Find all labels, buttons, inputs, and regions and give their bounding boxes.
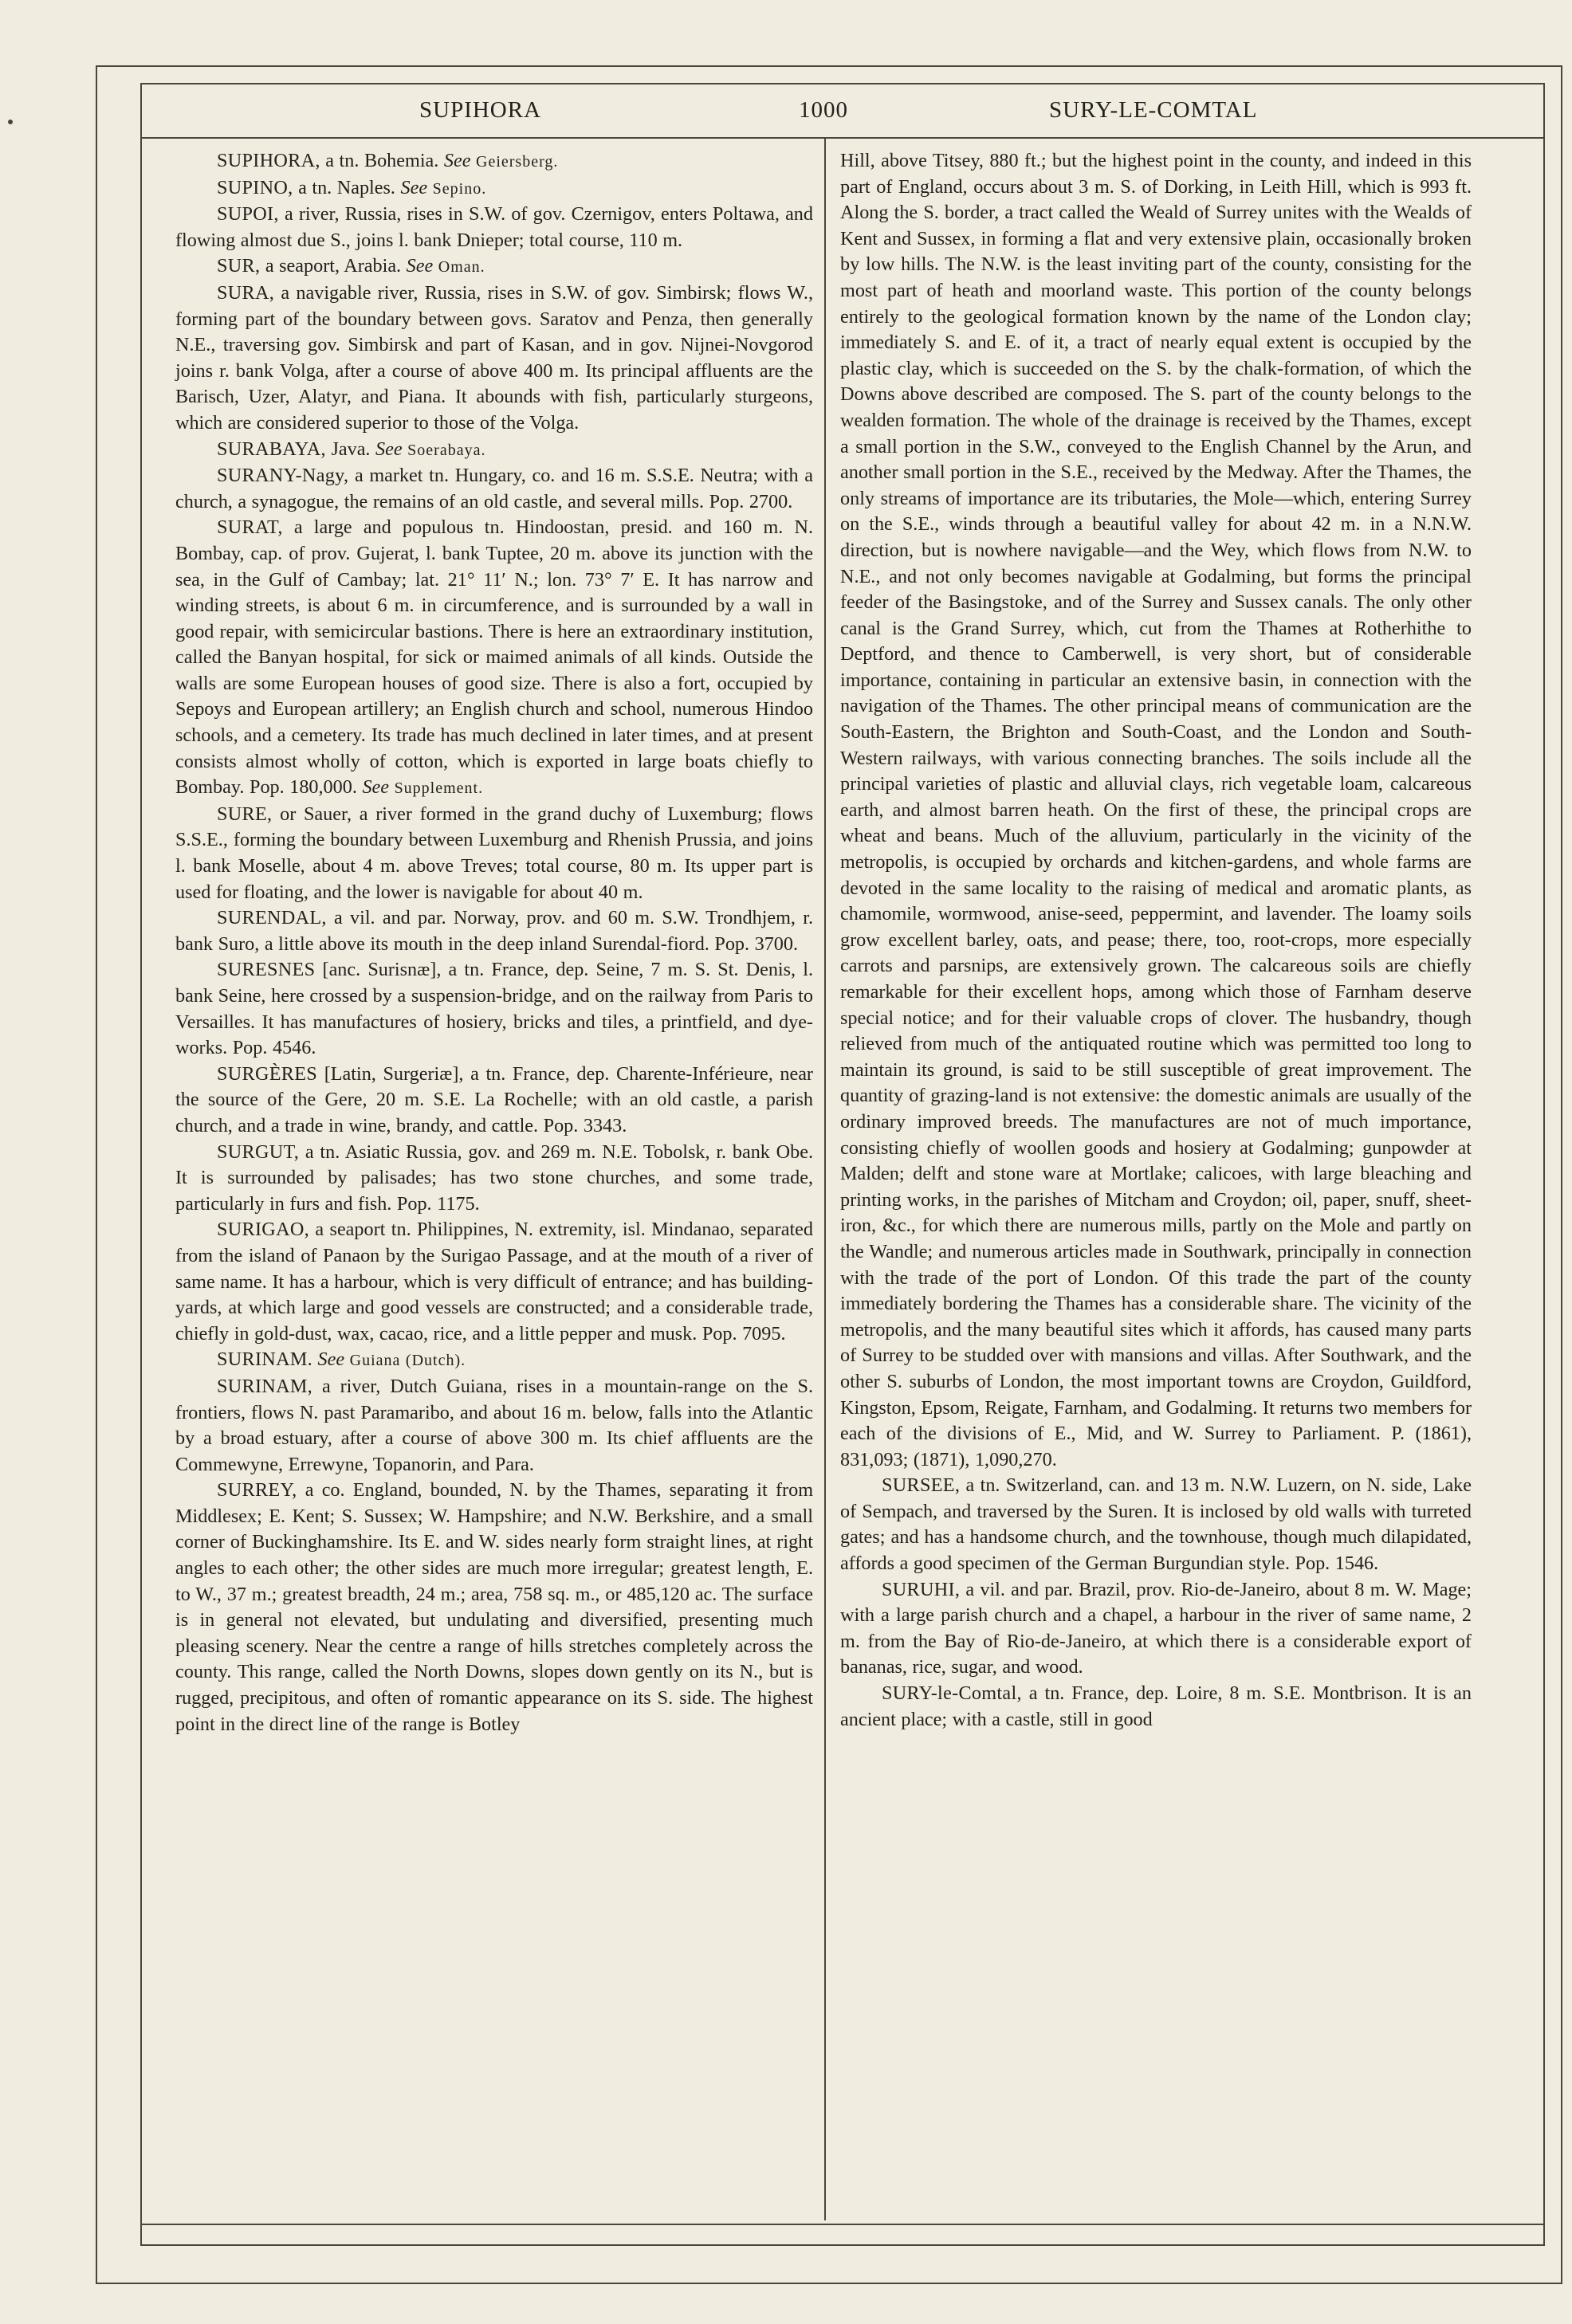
entry-text: a tn. Bohemia.	[325, 150, 439, 171]
entry-text: [Latin, Surgeriæ], a tn. France, dep. Charente-Inférieure, near the source of the Gere, 20 m. S.E. La Rochelle; with an old castle, a parish church, and a trade in wine, brandy, and cattle. Pop. 3343.	[175, 1062, 813, 1136]
entry-text: a vil. and par. Norway, prov. and 60 m. S.W. Trondhjem, r. bank Suro, a little above its mouth in the deep inland Surendal-fiord. Pop. 3700.	[175, 907, 813, 955]
left-column	[175, 148, 813, 1737]
gazetteer-entry	[175, 253, 813, 281]
entry-headword: SURUHI,	[882, 1578, 961, 1600]
entry-text: a tn. France, dep. Loire, 8 m. S.E. Montbrison. It is an ancient place; with a castle, still in good	[840, 1682, 1472, 1730]
gazetteer-entry	[175, 281, 813, 437]
gazetteer-entry	[840, 1681, 1472, 1733]
entry-headword: SURENDAL,	[217, 907, 327, 929]
entry-text: a river, Dutch Guiana, rises in a mountain-range on the S. frontiers, flows N. past Paramaribo, and about 16 m. below, falls into the Atlantic by a broad estuary, after a course of above 300 m. Its chief affluents are the Commewyne, Errewyne, Topanorin, and Para.	[175, 1375, 813, 1475]
entry-headword: SURA,	[217, 281, 275, 304]
entry-headword: SURY-le-Comtal,	[882, 1682, 1022, 1705]
header-first-headword: SUPIHORA	[419, 97, 542, 123]
entry-text: or Sauer, a river formed in the grand duchy of Luxemburg; flows S.S.E., forming the boundary between Luxemburg and Rhenish Prussia, and joins l. bank Moselle, about 4 m. above Treves; total course, 80 m. Its upper part is used for floating, and the lower is navigable for about 40 m.	[175, 803, 813, 903]
right-column	[840, 148, 1472, 1733]
gazetteer-entry	[175, 1062, 813, 1140]
entry-headword: SURGÈRES	[217, 1062, 318, 1085]
entry-headword: SURSEE,	[882, 1474, 961, 1497]
entry-headword: SUR,	[217, 255, 261, 277]
see-also-label: See	[443, 150, 471, 171]
entry-text: a seaport tn. Philippines, N. extremity, isl. Mindanao, separated from the island of Panaon by the Surigao Passage, and at the mouth of a river of same name. It has a harbour, which is very difficult of entrance; and has building-yards, at which large and good vessels are constructed; and a considerable trade, chiefly in gold-dust, wax, cacao, rice, and a little pepper and musk. Pop. 7095.	[175, 1219, 814, 1345]
see-also-label: See	[406, 255, 434, 277]
entry-text: a co. England, bounded, N. by the Thames, separating it from Middlesex; E. Kent; S. Sussex; W. Hampshire; and N.W. Berkshire, and a small corner of Buckinghamshire. Its E. and W. sides nearly form straight lines, at right angles to each other; the other sides are much more irregular; greatest length, E. to W., 37 m.; greatest breadth, 24 m.; area, 758 sq. m., or 485,120 ac. The surface is in general not elevated, but undulating and diversified, presenting much pleasing scenery. Near the centre a range of hills stretches completely across the county. This range, called the North Downs, slopes down gently on its N., but is rugged, precipitous, and often of romantic appearance on its S. side. The highest point in the direct line of the range is Botley	[175, 1479, 814, 1735]
entry-text: a tn. Naples.	[298, 176, 395, 198]
page-speck	[8, 120, 13, 124]
see-also-reference: Supplement.	[394, 779, 484, 798]
entry-headword: SURABAYA,	[217, 438, 326, 460]
gazetteer-entry	[175, 1374, 813, 1478]
gazetteer-entry	[175, 1347, 813, 1374]
entry-headword: SURESNES	[217, 959, 316, 981]
header-last-headword: SURY-LE-COMTAL	[1049, 97, 1258, 123]
entry-text: a market tn. Hungary, co. and 16 m. S.S.E. Neutra; with a church, a synagogue, the remains of an old castle, and several mills. Pop. 2700.	[175, 465, 814, 512]
see-also-reference: Sepino.	[432, 179, 487, 198]
page-number: 1000	[799, 97, 848, 123]
entry-headword: SURGUT,	[217, 1140, 300, 1163]
gazetteer-entry	[175, 802, 813, 905]
entry-headword: SURIGAO,	[217, 1219, 309, 1241]
entry-headword: SURANY-Nagy,	[217, 465, 349, 487]
entry-text: a river, Russia, rises in S.W. of gov. Czernigov, enters Poltawa, and flowing almost due S., joins l. bank Dnieper; total course, 110 m.	[175, 203, 813, 251]
entry-text: a tn. Asiatic Russia, gov. and 269 m. N.E. Tobolsk, r. bank Obe. It is surrounded by palisades; has two stone churches, and some trade, particularly in furs and fish. Pop. 1175.	[175, 1140, 813, 1215]
gazetteer-entry	[175, 148, 813, 175]
see-also-reference: Oman.	[438, 258, 485, 277]
entry-text: Java.	[331, 438, 371, 460]
gazetteer-entry	[175, 515, 813, 802]
running-header	[156, 97, 1529, 124]
right-column-entries	[840, 1473, 1472, 1733]
entry-headword: SURREY,	[217, 1479, 297, 1502]
entry-text: a tn. Switzerland, can. and 13 m. N.W. Luzern, on N. side, Lake of Sempach, and traversed by the Suren. It is inclosed by old walls with turreted gates; and has a handsome church, and the townhouse, though much dilapidated, affords a good specimen of the German Burgundian style. Pop. 1546.	[840, 1474, 1472, 1575]
gazetteer-entry	[175, 175, 813, 202]
surrey-continuation: Hill, above Titsey, 880 ft.; but the highest point in the county, and indeed in this part of England, occurs about 3 m. S. of Dorking, in Leith Hill, which is 993 ft. Along the S. border, a tract called the Weald of Surrey unites with the Wealds of Kent and Sussex, in forming a flat and very extensive plain, occasionally broken by low hills. The N.W. is the least inviting part of the county, consisting for the most part of heath and moorland waste. This portion of the county belongs entirely to the geological formation known by the name of the London clay; immediately S. and E. of it, a tract of nearly equal extent is occupied by the plastic clay, which is succeeded on the S. by the chalk-formation, of which the Downs above described are composed. The S. part of the county belongs to the wealden formation. The whole of the drainage is received by the Thames, except a small portion in the S.W., conveyed to the English Channel by the Arun, and another small portion in the S.E., received by the Medway. After the Thames, the only streams of importance are its tributaries, the Mole—which, entering Surrey on the S.E., winds through a beautiful valley for about 42 m. in a N.N.W. direction, but is nowhere navigable—and the Wey, which flows from N.W. to N.E., and not only becomes navigable at Godalming, but forms the principal feeder of the Basingstoke, and of the Surrey and Sussex canals. The only other canal is the Grand Surrey, which, cut from the Thames at Rotherhithe to Deptford, and thence to Camberwell, is very short, but of considerable importance, containing in particular an extensive basin, in connection with the navigation of the Thames. The other principal means of communication are the South-Eastern, the Brighton and South-Coast, and the London and South-Western railways, with various connecting branches. The soils include all the principal varieties of plastic and alluvial clays, rich vegetable loam, calcareous earth, and almost barren heath. On the first of these, the principal crops are wheat and beans. Much of the alluvium, particularly in the vicinity of the metropolis, is occupied by orchards and kitchen-gardens, and whole farms are devoted in the same locality to the raising of medical and aromatic plants, as chamomile, wormwood, anise-seed, peppermint, and lavender. The loamy soils grow excellent barley, oats, and pease; there, too, root-crops, more especially carrots and parsnips, are extensively grown. The calcareous soils are chiefly remarkable for their excellent hops, among which those of Farnham deserve special notice; and for their valuable crops of clover. The husbandry, though relieved from much of the antiquated routine which was permitted too long to maintain its ground, is said to be still susceptible of great improvement. The quantity of grazing-land is not extensive: the domestic animals are usually of the ordinary improved breeds. The manufactures are not of much importance, consisting chiefly of woollen goods and hosiery at Godalming; gunpowder at Malden; delft and stone ware at Mortlake; calicoes, with large bleaching and printing works, in the parishes of Mitcham and Croydon; oil, paper, snuff, sheet-iron, &c., for which there are numerous mills, partly on the Mole and partly on the Wandle; and numerous articles made in Southwark, principally in connection with the trade of the port of London. Of this trade the part of the county immediately bordering the Thames has a considerable share. The vicinity of the metropolis, and the many beautiful sites which it affords, has caused many parts of Surrey to be studded over with mansions and villas. After Southwark, and the other S. suburbs of London, the most important towns are Croydon, Guildford, Kingston, Epsom, Reigate, Farnham, and Godalming. It returns two members for each of the divisions of E., Mid, and W. Surrey to Parliament. P. (1861), 831,093; (1871), 1,090,270.	[840, 150, 1472, 1470]
entry-text: [anc. Surisnæ], a tn. France, dep. Seine, 7 m. S. St. Denis, l. bank Seine, here crossed by a suspension-bridge, and on the railway from Paris to Versailles. It has manufactures of hosiery, bricks and tiles, a printfield, and dye-works. Pop. 4546.	[175, 959, 813, 1059]
gazetteer-entry	[175, 1140, 813, 1218]
gazetteer-entry	[175, 1478, 813, 1737]
gazetteer-entry	[840, 1577, 1472, 1681]
gazetteer-entry	[175, 437, 813, 464]
see-also-reference: Geiersberg.	[476, 153, 559, 171]
gazetteer-entry	[175, 463, 813, 515]
entry-headword: SUPIHORA,	[217, 150, 320, 171]
see-also-label: See	[317, 1348, 345, 1371]
gazetteer-entry	[840, 1473, 1472, 1576]
header-rule	[140, 137, 1545, 139]
see-also-reference: Guiana (Dutch).	[349, 1352, 466, 1370]
entry-headword: SURINAM,	[217, 1375, 312, 1397]
see-also-label: See	[375, 438, 403, 460]
column-divider	[824, 139, 826, 2220]
entry-headword: SURE,	[217, 803, 273, 825]
gazetteer-entry	[175, 202, 813, 253]
gazetteer-entry	[175, 1217, 813, 1347]
entry-headword: SUPOI,	[217, 203, 279, 226]
gazetteer-entry	[175, 957, 813, 1061]
entry-text: a vil. and par. Brazil, prov. Rio-de-Janeiro, about 8 m. W. Mage; with a large parish church and a chapel, a harbour in the river of same name, 2 m. from the Bay of Rio-de-Janeiro, at which there is a considerable export of bananas, rice, sugar, and wood.	[840, 1578, 1472, 1678]
bottom-rule	[140, 2224, 1545, 2225]
entry-text: a large and populous tn. Hindoostan, presid. and 160 m. N. Bombay, cap. of prov. Gujerat, l. bank Tuptee, 20 m. above its junction with the sea, in the Gulf of Cambay; lat. 21° 11′ N.; lon. 73° 7′ E. It has narrow and winding streets, is about 6 m. in circumference, and is surrounded by a wall in good repair, with semicircular bastions. There is here an extraordinary institution, called the Banyan hospital, for sick or maimed animals of all kinds. Outside the walls are some European houses of good size. There is also a fort, occupied by Sepoys and European artillery; an English church and school, numerous Hindoo schools, and a cemetery. Its trade has much declined in later times, and at present consists almost wholly of cotton, which is exported in large boats chiefly to Bombay. Pop. 180,000.	[175, 516, 813, 799]
entry-headword: SURINAM.	[217, 1348, 312, 1371]
entry-text: a seaport, Arabia.	[265, 255, 402, 277]
see-also-label: See	[362, 776, 390, 799]
entry-text: a navigable river, Russia, rises in S.W. of gov. Simbirsk; flows W., forming part of the boundary between govs. Saratov and Penza, then generally N.E., traversing gov. Simbirsk and part of Kasan, and in gov. Nijnei-Novgorod joins r. bank Volga, after a course of above 400 m. Its principal affluents are the Barisch, Uzer, Alatyr, and Piana. It abounds with fish, particularly sturgeons, which are considered superior to those of the Volga.	[175, 281, 813, 434]
gazetteer-entry	[175, 905, 813, 957]
see-also-label: See	[400, 176, 428, 198]
see-also-reference: Soerabaya.	[407, 441, 486, 459]
entry-headword: SURAT,	[217, 516, 283, 539]
entry-headword: SUPINO,	[217, 176, 293, 198]
